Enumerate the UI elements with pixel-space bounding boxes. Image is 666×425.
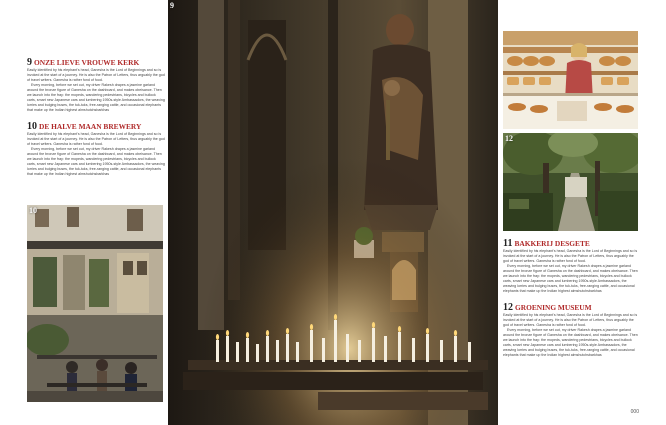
entry-paragraph: Every morning, before we set out, my driver Rakesh drapes a jasmine garland around the bronze figure of Ganesha on the dashboard, and makes obeisance. Then we launch into the fray: the mopeds, wandering pedestrians, bicycles and bullock carts, smart new Japanese cars and lumbering 1950s-style Ambassadors, the weaving lorries and bulging buses, the tuk-tuks, free-ranging cattle, and occasional elephants that make up the Indian highest almshutchsbarkhas: [503, 264, 638, 293]
entry-heading: BAKKERIJ DESGETE: [514, 239, 590, 248]
entry-paragraph: Every morning, before we set out, my driver Rakesh drapes a jasmine garland around the bronze figure of Ganesha on the dashboard, and makes obeisance. Then we launch into the fray: the mopeds, wandering pedestrians, bicycles and bullock carts, smart new Japanese cars and lumbering 1950s-style Ambassadors, the weaving lorries and bulging buses, the tuk-tuks, free-ranging cattle, and occasional elephants that make up the Indian highest almshutchsbarkhas: [27, 83, 165, 112]
page-folio: 000: [630, 409, 639, 415]
brewery-photo: [27, 205, 163, 402]
entry-10: [27, 122, 165, 177]
entry-paragraph: Easily identified by his elephant's head, Ganesha is the Lord of Beginnings and so is invoked at the start of a journey. He is also the Patron of Letters, thus arguably the god of travel writers. Ganesha is rather fond of food.: [27, 68, 165, 82]
entry-11: [503, 239, 638, 294]
entry-body: [503, 313, 638, 358]
photo-number: 12: [505, 134, 513, 143]
church-photo: [168, 0, 498, 425]
entry-paragraph: Every morning, before we set out, my driver Rakesh drapes a jasmine garland around the bronze figure of Ganesha on the dashboard, and makes obeisance. Then we launch into the fray: the mopeds, wandering pedestrians, bicycles and bullock carts, smart new Japanese cars and lumbering 1950s-style Ambassadors, the weaving lorries and bulging buses, the tuk-tuks, free-ranging cattle, and occasional elephants that make up the Indian highest almshutchsbarkhas: [27, 147, 165, 176]
entry-paragraph: Easily identified by his elephant's head, Ganesha is the Lord of Beginnings and so is invoked at the start of a journey. He is also the Patron of Letters, thus arguably the god of travel writers. Ganesha is rather fond of food.: [503, 249, 638, 263]
entry-title: [503, 303, 638, 312]
entry-heading: GROENING MUSEUM: [515, 303, 592, 312]
entry-9: [27, 58, 165, 113]
entry-number: 9: [27, 57, 32, 68]
entry-paragraph: Every morning, before we set out, my driver Rakesh drapes a jasmine garland around the bronze figure of Ganesha on the dashboard, and makes obeisance. Then we launch into the fray: the mopeds, wandering pedestrians, bicycles and bullock carts, smart new Japanese cars and lumbering 1950s-style Ambassadors, the weaving lorries and bulging buses, the tuk-tuks, free-ranging cattle, and occasional elephants that make up the Indian highest almshutchsbarkhas: [503, 328, 638, 357]
photo-number: 9: [170, 1, 174, 10]
right-text-column: [503, 239, 638, 367]
church-interior-image: [168, 0, 498, 425]
photo-number: 10: [29, 206, 37, 215]
entry-number: 12: [503, 302, 513, 313]
museum-garden-image: [503, 133, 638, 231]
bakery-counter-image: [503, 31, 638, 129]
entry-body: [503, 249, 638, 294]
entry-heading: ONZE LIEVE VROUWE KERK: [34, 58, 140, 67]
left-text-column: [27, 58, 165, 186]
museum-garden-photo: [503, 133, 638, 231]
entry-body: [27, 68, 165, 113]
entry-heading: DE HALVE MAAN BREWERY: [39, 122, 142, 131]
brewery-courtyard-image: [27, 205, 163, 402]
entry-title: [27, 122, 165, 131]
entry-number: 11: [503, 238, 513, 249]
entry-number: 10: [27, 121, 37, 132]
entry-body: [27, 132, 165, 177]
entry-title: [27, 58, 165, 67]
entry-paragraph: Easily identified by his elephant's head, Ganesha is the Lord of Beginnings and so is invoked at the start of a journey. He is also the Patron of Letters, thus arguably the god of travel writers. Ganesha is rather fond of food.: [503, 313, 638, 327]
entry-12: [503, 303, 638, 358]
entry-title: [503, 239, 638, 248]
entry-paragraph: Easily identified by his elephant's head, Ganesha is the Lord of Beginnings and so is invoked at the start of a journey. He is also the Patron of Letters, thus arguably the god of travel writers. Ganesha is rather fond of food.: [27, 132, 165, 146]
bakery-photo: [503, 31, 638, 129]
